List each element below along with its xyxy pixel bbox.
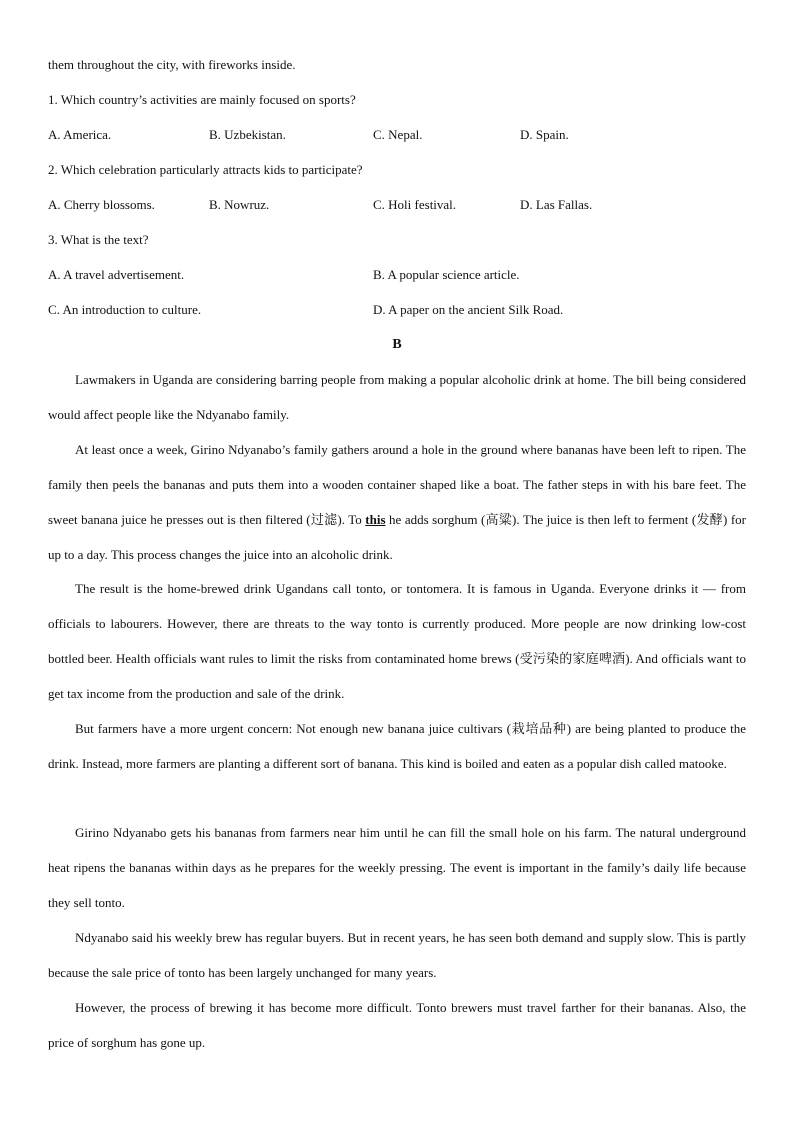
question-1-stem: 1. Which country’s activities are mainly focused on sports? <box>48 92 356 107</box>
passage-paragraph-5-text: Girino Ndyanabo gets his bananas from farmers near him until he can fill the small hole on his farm. The natural underground heat ripens the bananas within days as he prepares for the weekly pressing. The event is important in the family’s daily life because they sell tonto. <box>48 825 746 910</box>
underlined-word-this: this <box>365 512 386 527</box>
intro-tail-text: them throughout the city, with fireworks inside. <box>48 57 296 72</box>
passage-paragraph-6 <box>48 920 746 990</box>
question-3-option-a[interactable]: A. A travel advertisement. <box>48 267 185 282</box>
question-1-option-d[interactable]: D. Spain. <box>520 127 569 142</box>
question-1-option-a[interactable]: A. America. <box>48 127 112 142</box>
passage-paragraph-2 <box>48 432 746 572</box>
passage-paragraph-1 <box>48 362 746 432</box>
passage-paragraph-3-text: The result is the home-brewed drink Ugandans call tonto, or tontomera. It is famous in Uganda. Everyone drinks it — from officials to labourers. However, there are threats to the way tonto is currently produced. More people are now drinking low-cost bottled beer. Health officials want rules to limit the risks from contaminated home brews (受污染的家庭啤酒). And officials want to get tax income from the production and sale of the drink. <box>48 581 746 701</box>
passage-paragraph-6-text: Ndyanabo said his weekly brew has regular buyers. But in recent years, he has seen both demand and supply slow. This is partly because the sale price of tonto has been largely unchanged for many years. <box>48 930 746 980</box>
question-3-option-b[interactable]: B. A popular science article. <box>373 267 520 282</box>
question-2-option-a[interactable]: A. Cherry blossoms. <box>48 197 155 212</box>
passage-paragraph-4-text: But farmers have a more urgent concern: Not enough new banana juice cultivars (栽培品种) are being planted to produce the drink. Instead, more farmers are planting a different sort of banana. This kind is boiled and eaten as a popular dish called matooke. <box>48 721 746 771</box>
question-2-option-b[interactable]: B. Nowruz. <box>209 197 270 212</box>
passage-paragraph-7 <box>48 990 746 1060</box>
passage-paragraph-1-text: Lawmakers in Uganda are considering barring people from making a popular alcoholic drink at home. The bill being considered would affect people like the Ndyanabo family. <box>48 372 746 422</box>
question-2-option-d[interactable]: D. Las Fallas. <box>520 197 593 212</box>
passage-paragraph-3 <box>48 571 746 711</box>
passage-paragraph-2-text-before: At least once a week, Girino Ndyanabo’s family gathers around a hole in the ground where bananas have been left to ripen. The family then peels the bananas and puts them into a wooden container shaped like a boat. The father steps in with his bare feet. The sweet banana juice he presses out is then filtered (过滤). To <box>48 442 746 527</box>
question-2-option-c[interactable]: C. Holi festival. <box>373 197 457 212</box>
question-3-option-c[interactable]: C. An introduction to culture. <box>48 302 202 317</box>
question-1-option-c[interactable]: C. Nepal. <box>373 127 423 142</box>
passage-paragraph-2-text-after: he adds sorghum (高粱). The juice is then left to ferment (发酵) for up to a day. This process changes the juice into an alcoholic drink. <box>48 512 746 562</box>
section-b-title: B <box>392 337 402 352</box>
question-2-stem: 2. Which celebration particularly attracts kids to participate? <box>48 162 363 177</box>
question-3-stem: 3. What is the text? <box>48 232 149 247</box>
passage-paragraph-7-text: However, the process of brewing it has become more difficult. Tonto brewers must travel farther for their bananas. Also, the price of sorghum has gone up. <box>48 1000 746 1050</box>
passage-paragraph-5 <box>48 815 746 920</box>
question-1-option-b[interactable]: B. Uzbekistan. <box>209 127 286 142</box>
passage-paragraph-4 <box>48 711 746 781</box>
question-3-option-d[interactable]: D. A paper on the ancient Silk Road. <box>373 302 564 317</box>
